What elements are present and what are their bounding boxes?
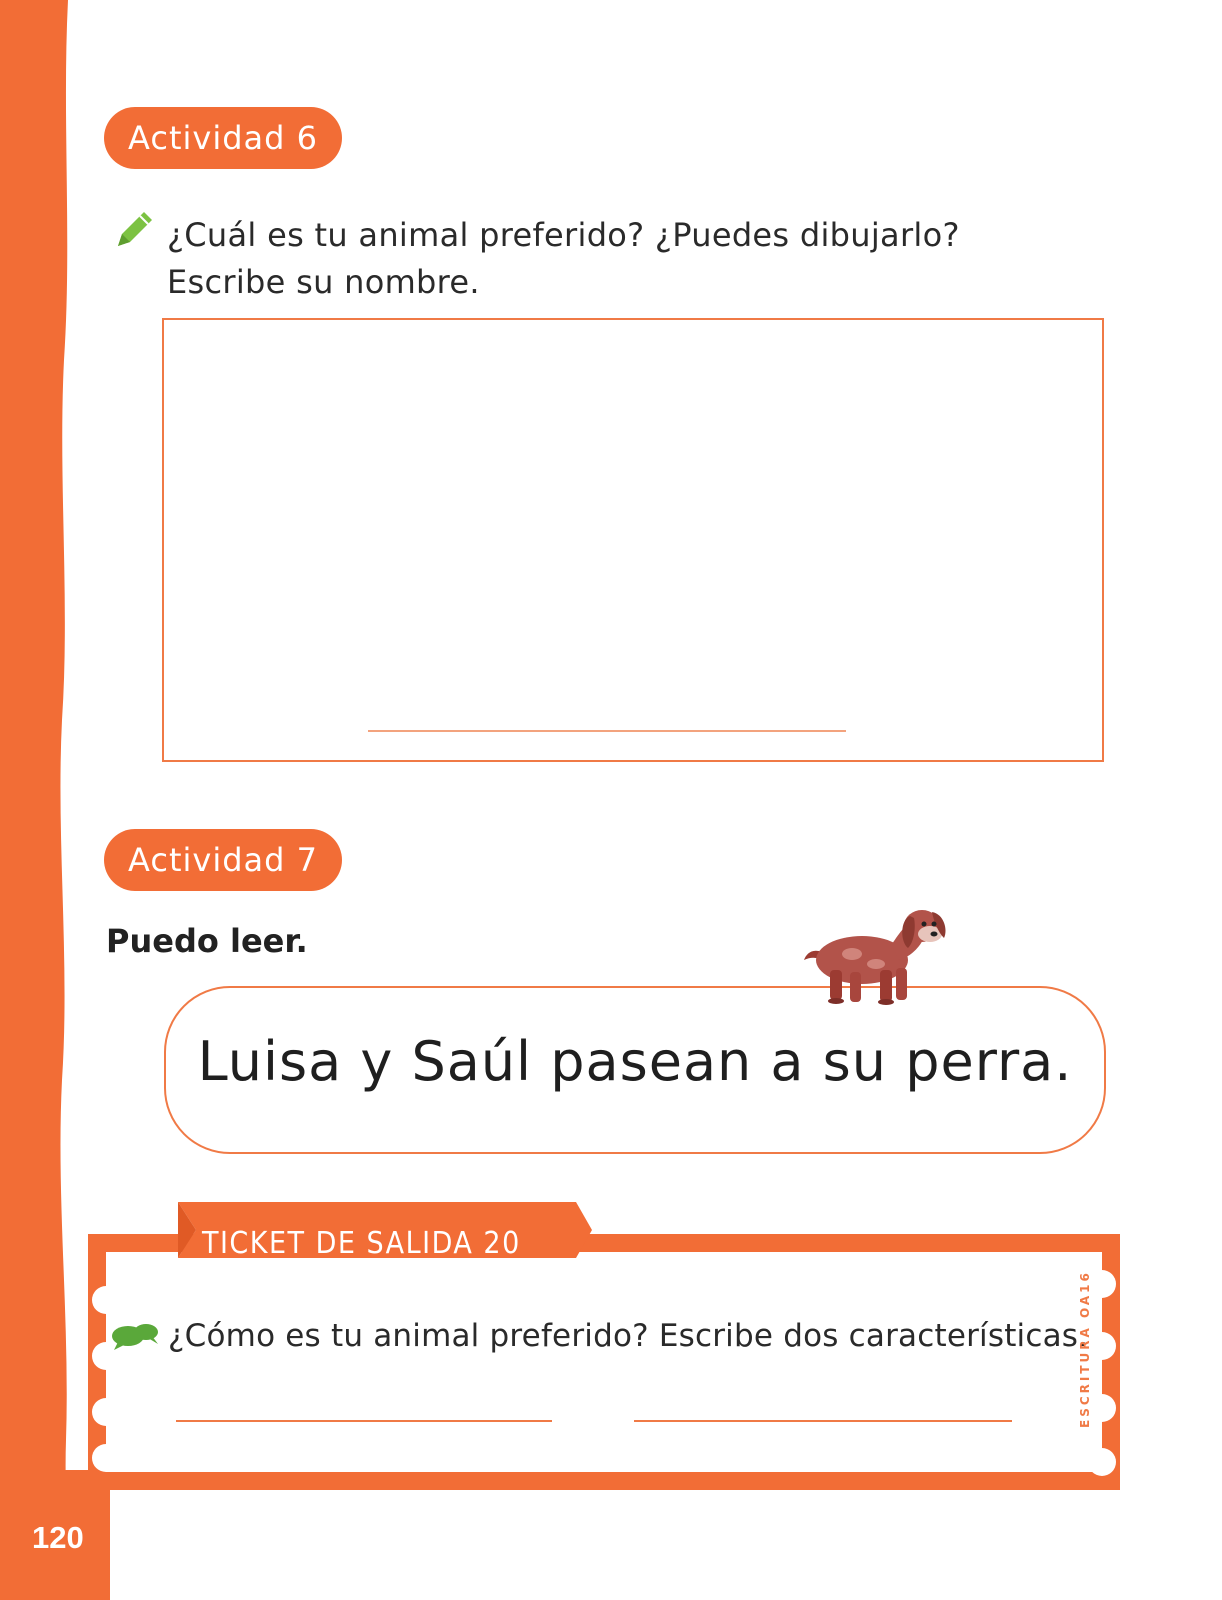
curriculum-label: ESCRITURA OA16 [1078, 1270, 1092, 1428]
activity-7-badge: Actividad 7 [104, 829, 342, 891]
answer-line-1[interactable] [176, 1420, 552, 1422]
speech-bubbles-icon [110, 1318, 162, 1354]
exit-ticket-question: ¿Cómo es tu animal preferido? Escribe dos características. [168, 1318, 1089, 1354]
instruction-line-2: Escribe su nombre. [167, 263, 480, 301]
activity-7-subheading: Puedo leer. [106, 922, 308, 960]
name-write-line[interactable] [368, 730, 846, 732]
drawing-area[interactable] [162, 318, 1104, 762]
page-number: 120 [32, 1520, 84, 1555]
reading-sentence: Luisa y Saúl pasean a su perra. [197, 1030, 1073, 1093]
answer-line-2[interactable] [634, 1420, 1012, 1422]
activity-6-badge: Actividad 6 [104, 107, 342, 169]
dog-illustration [800, 902, 960, 1012]
instruction-line-1: ¿Cuál es tu animal preferido? ¿Puedes dibujarlo? [167, 216, 960, 254]
exit-ticket-title: TICKET DE SALIDA 20 [202, 1226, 521, 1261]
pencil-icon [110, 208, 156, 254]
activity-6-instructions [167, 212, 960, 306]
